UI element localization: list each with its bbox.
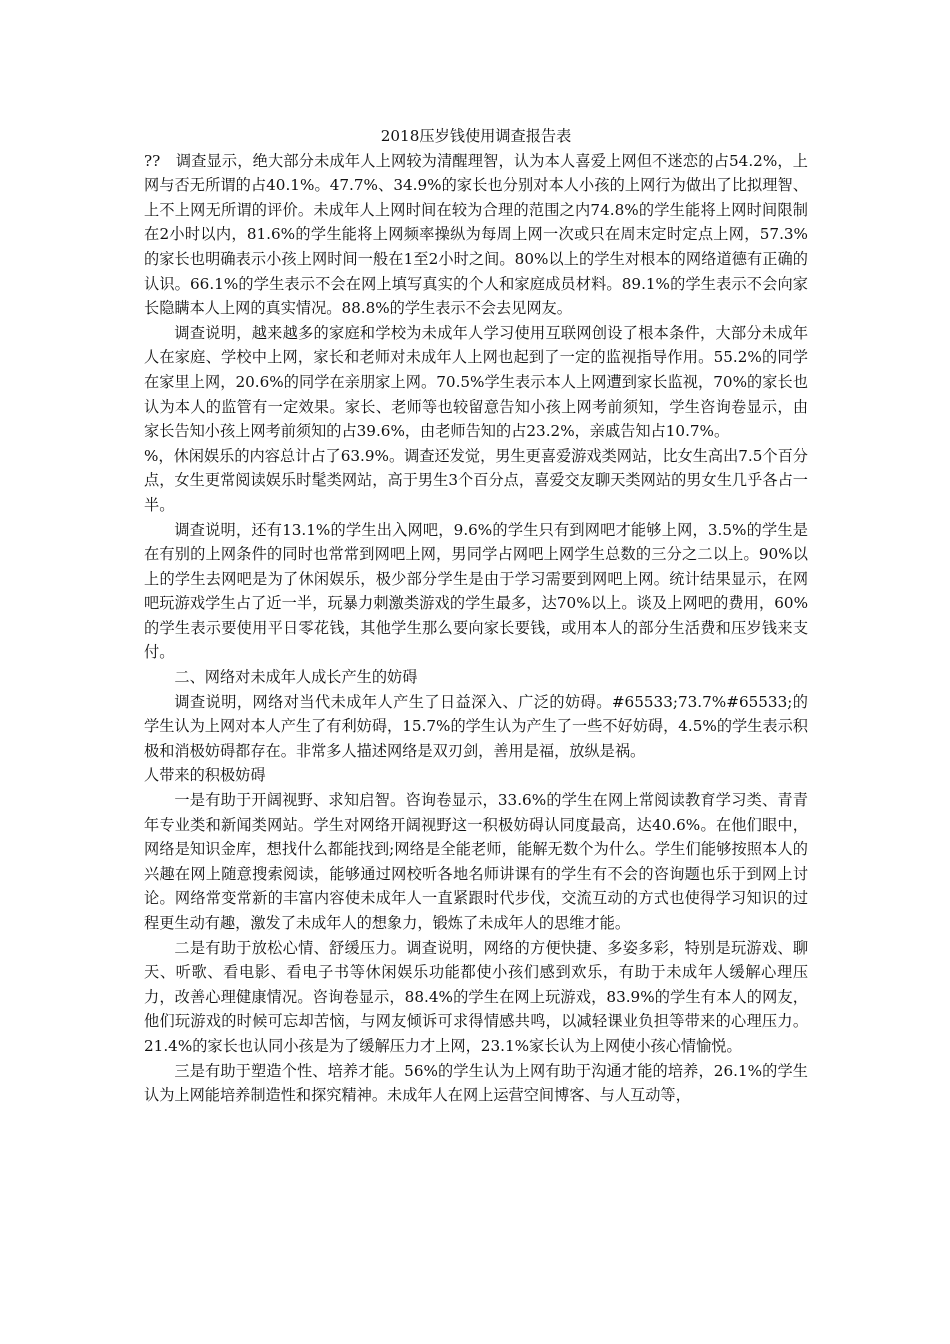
paragraph-supervision: 调查说明，越来越多的家庭和学校为未成年人学习使用互联网创设了根本条件，大部分未成年人在家庭、学校中上网，家长和老师对未成年人上网也起到了一定的监视指导作用。55.2%的同学在家里上网，20.6%的同学在亲朋家上网。70.5%学生表示本人上网遭到家长监视，70%的家长也认为本人的监管有一定效果。家长、老师等也较留意告知小孩上网考前须知，学生咨询卷显示，由家长告知小孩上网考前须知的占39.6%，由老师告知的占23.2%，亲戚告知占10.7%。	[144, 323, 808, 441]
paragraph-entertainment-share: %，休闲娱乐的内容总计占了63.9%。调查还发觉，男生更喜爱游戏类网站，比女生高出7.5个百分点，女生更常阅读娱乐时髦类网站，高于男生3个百分点，喜爱交友聊天类网站的男女生几乎各占一半。	[144, 446, 808, 514]
document-page	[144, 124, 808, 1108]
paragraph-influence-overview: 调查说明，网络对当代未成年人产生了日益深入、广泛的妨碍。#65533;73.7%#65533;的学生认为上网对本人产生了有利妨碍，15.7%的学生认为产生了一些不好妨碍，4.5%的学生表示积极和消极妨碍都存在。非常多人描述网络是双刃剑，善用是福，放纵是祸。	[144, 692, 808, 760]
paragraph-survey-overview: ?? 调查显示，绝大部分未成年人上网较为清醒理智，认为本人喜爱上网但不迷恋的占54.2%，上网与否无所谓的占40.1%。47.7%、34.9%的家长也分别对本人小孩的上网行为做出了比拟理智、上不上网无所谓的评价。未成年人上网时间在较为合理的范围之内74.8%的学生能将上网时间限制在2小时以内，81.6%的学生能将上网频率操纵为每周上网一次或只在周末定时定点上网，57.3%的家长也明确表示小孩上网时间一般在1至2小时之间。80%以上的学生对根本的网络道德有正确的认识。66.1%的学生表示不会在网上填写真实的个人和家庭成员材料。89.1%的学生表示不会向家长隐瞒本人上网的真实情况。88.8%的学生表示不会去见网友。	[144, 151, 808, 318]
section-heading-influence: 二、网络对未成年人成长产生的妨碍	[174, 668, 418, 687]
paragraph-point-one: 一是有助于开阔视野、求知启智。咨询卷显示，33.6%的学生在网上常阅读教育学习类、青青年专业类和新闻类网站。学生对网络开阔视野这一积极妨碍认同度最高，达40.6%。在他们眼中，网络是知识金库，想找什么都能找到;网络是全能老师，能解无数个为什么。学生们能够按照本人的兴趣在网上随意搜索阅读，能够通过网校听各地名师讲课有的学生有不会的咨询题也乐于到网上讨论。网络常变常新的丰富内容使未成年人一直紧跟时代步伐，交流互动的方式也使得学习知识的过程更生动有趣，激发了未成年人的想象力，锻炼了未成年人的思维才能。	[144, 791, 808, 932]
document-title: 2018压岁钱使用调查报告表	[380, 127, 572, 145]
paragraph-internet-cafe: 调查说明，还有13.1%的学生出入网吧，9.6%的学生只有到网吧才能够上网，3.5%的学生是在有别的上网条件的同时也常常到网吧上网，男同学占网吧上网学生总数的三分之二以上。90%以上的学生去网吧是为了休闲娱乐，极少部分学生是由于学习需要到网吧上网。统计结果显示，在网吧玩游戏学生占了近一半，玩暴力刺激类游戏的学生最多，达70%以上。谈及上网吧的费用，60%的学生表示要使用平日零花钱，其他学生那么要向家长要钱，或用本人的部分生活费和压岁钱来支付。	[144, 520, 808, 662]
paragraph-point-three: 三是有助于塑造个性、培养才能。56%的学生认为上网有助于沟通才能的培养，26.1%的学生认为上网能培养制造性和探究精神。未成年人在网上运营空间博客、与人互动等，	[144, 1061, 808, 1105]
subheading-positive-influence: 人带来的积极妨碍	[144, 766, 266, 785]
paragraph-point-two: 二是有助于放松心情、舒缓压力。调查说明，网络的方便快捷、多姿多彩，特别是玩游戏、聊天、听歌、看电影、看电子书等休闲娱乐功能都使小孩们感到欢乐，有助于未成年人缓解心理压力，改善心理健康情况。咨询卷显示，88.4%的学生在网上玩游戏，83.9%的学生有本人的网友，他们玩游戏的时候可忘却苦恼，与网友倾诉可求得情感共鸣，以减轻课业负担等带来的心理压力。21.4%的家长也认同小孩是为了缓解压力才上网，23.1%家长认为上网使小孩心情愉悦。	[144, 938, 808, 1055]
